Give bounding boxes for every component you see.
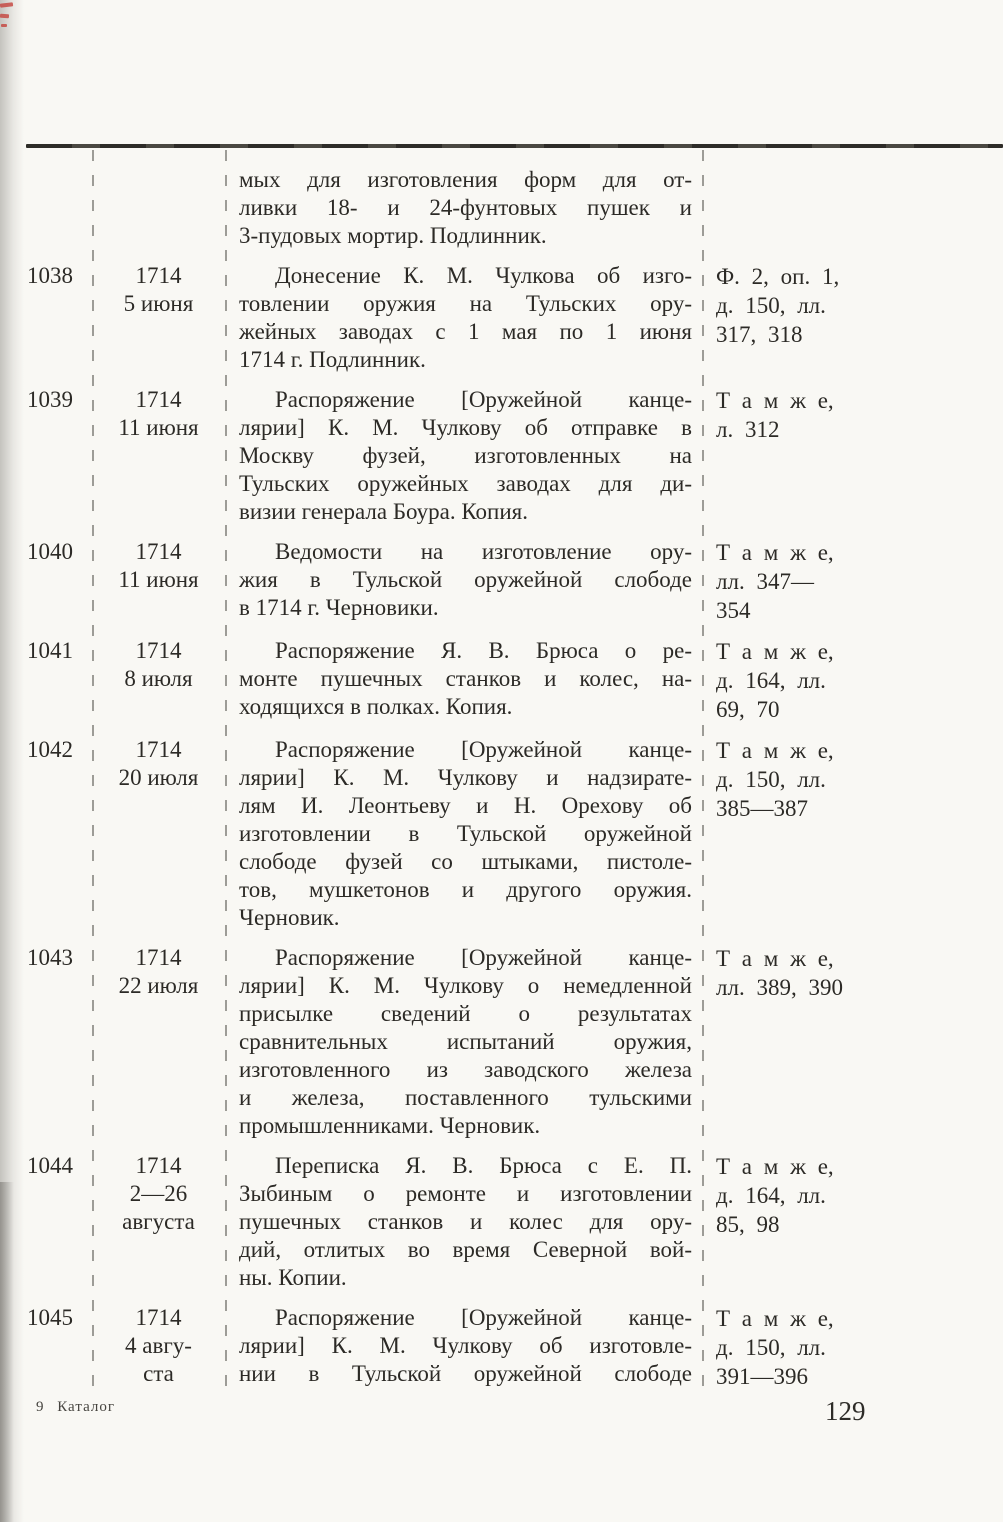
entry-number: 1041 [27,638,73,663]
page-number: 129 [825,1396,866,1426]
entry-date: 1714 2—26 августа [122,1153,195,1234]
red-pen-mark [1,24,7,27]
entry-archive-reference: Ф. 2, оп. 1, д. 150, лл. 317, 318 [716,264,840,347]
entry-description: Распоряжение [Оружейной канце- лярии] К. М. Чулкову и надзирате- лям И. Леонтьеву и Н. Орехову об изготовлении в Тульской оружейной слободе фузей со штыками, пистоле- тов, мушкетонов и другого оружия. Черновик. [239,737,692,930]
entry-number: 1040 [27,539,73,564]
entry-archive-reference: Т а м ж е, д. 164, лл. 85, 98 [716,1154,834,1237]
catalog-entry-row [0,166,1003,250]
catalog-entry-row [0,637,1003,724]
entry-date: 1714 11 июня [118,387,199,440]
entry-archive-reference: Т а м ж е, л. 312 [716,388,834,442]
catalog-entry-row [0,944,1003,1140]
entry-archive-reference: Т а м ж е, лл. 389, 390 [716,946,843,1000]
entry-archive-reference: Т а м ж е, лл. 347— 354 [716,540,834,623]
entry-archive-reference: Т а м ж е, д. 150, лл. 385—387 [716,738,834,821]
entry-archive-reference: Т а м ж е, д. 164, лл. 69, 70 [716,639,834,722]
catalog-entry-row [0,1152,1003,1292]
entry-date: 1714 22 июля [118,945,199,998]
entry-number: 1039 [27,387,73,412]
entry-date: 1714 4 авгу- ста [125,1305,192,1386]
entry-description: Переписка Я. В. Брюса с Е. П. Зыбиным о ремонте и изготовлении пушечных станков и колес для ору- дий, отлитых во время Северной вой- ны. Копии. [239,1153,692,1290]
entry-description: мых для изготовления форм для от- ливки 18- и 24-фунтовых пушек и 3-пудовых мортир. Подлинник. [239,167,692,248]
catalog-table [0,166,1003,1403]
entry-date: 1714 11 июня [118,539,199,592]
entry-date: 1714 20 июля [118,737,199,790]
table-top-border [26,144,1003,148]
entry-number: 1045 [27,1305,73,1330]
footer-signature-note: 9 Каталог [36,1399,115,1415]
entry-number: 1043 [27,945,73,970]
entry-number: 1038 [27,263,73,288]
entry-description: Донесение К. М. Чулкова об изго- товлении оружия на Тульских ору- жейных заводах с 1 мая по 1 июня 1714 г. Подлинник. [239,263,692,372]
entry-number: 1044 [27,1153,73,1178]
red-pen-mark [0,14,9,19]
red-pen-mark [0,2,13,7]
entry-number: 1042 [27,737,73,762]
entry-description: Ведомости на изготовление ору- жия в Тульской оружейной слободе в 1714 г. Черновики. [239,539,692,620]
entry-archive-reference: Т а м ж е, д. 150, лл. 391—396 [716,1306,834,1389]
catalog-entry-row [0,1304,1003,1391]
catalog-entry-row [0,736,1003,932]
entry-date: 1714 8 июля [124,638,193,691]
catalog-entry-row [0,262,1003,374]
catalog-entry-row [0,538,1003,625]
entry-description: Распоряжение Я. В. Брюса о ре- монте пушечных станков и колес, на- ходящихся в полках. Копия. [239,638,692,719]
catalog-entry-row [0,386,1003,526]
entry-description: Распоряжение [Оружейной канце- лярии] К. М. Чулкову об отправке в Москву фузей, изготовленных на Тульских оружейных заводах для ди- визии генерала Боура. Копия. [239,387,692,524]
entry-description: Распоряжение [Оружейной канце- лярии] К. М. Чулкову о немедленной присылке сведений о результатах сравнительных испытаний оружия, изготовленного из заводского железа и железа, поставленного тульскими промышленниками. Черновик. [239,945,692,1138]
entry-date: 1714 5 июня [123,263,194,316]
entry-description: Распоряжение [Оружейной канце- лярии] К. М. Чулкову об изготовле- нии в Тульской оружейной слободе [239,1305,692,1386]
